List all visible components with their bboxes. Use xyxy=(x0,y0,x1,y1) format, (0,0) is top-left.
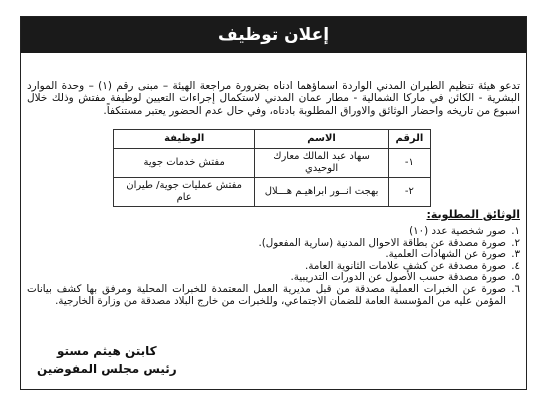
employees-table xyxy=(113,129,431,207)
item-number: ٣. xyxy=(511,248,520,261)
ad-header xyxy=(21,17,526,53)
item-text: صورة عن الخبرات العملية مصدقة من قبل مديرية العمل المعتمدة للخبرات المحلية ومرفق بها كشف بيانات المؤمن عليه من المؤسسة العامة للضمان الاجتماعي، وللخبرات من خارج البلاد مصدقة من وزارة الخارجية. xyxy=(27,282,506,307)
intro-paragraph: تدعو هيئة تنظيم الطيران المدني الواردة اسماؤهما ادناه بضرورة مراجعة الهيئة – مبنى رقم (١) – وحدة الموارد البشرية - الكائن في ماركا الشمالية - مطار عمان المدني لاستكمال إجراءات التعيين لوظيفة مفتش وذلك خلال اسبوع من تاريخه واحضار الوثائق والاوراق المطلوبة بادناه، وفي حال عدم الحضور يعتبر مستنكفاً. xyxy=(27,79,520,117)
row-job: مفتش خدمات جوية xyxy=(114,149,255,178)
table-row xyxy=(114,149,431,178)
item-text: صورة مصدقة حسب الأصول عن الدورات التدريبية. xyxy=(290,271,506,284)
item-number: ٤. xyxy=(511,259,520,272)
item-text: صور شخصية عدد (١٠) xyxy=(409,225,506,237)
header-job: الوظيفة xyxy=(114,130,255,149)
ad-title: إعلان توظيف xyxy=(218,25,330,45)
item-number: ٥. xyxy=(511,271,520,284)
signatory-title: رئيس مجلس المفوضين xyxy=(37,362,177,376)
signatory-name: كابتن هيثم مستو xyxy=(57,344,157,358)
row-job: مفتش عمليات جوية/ طيران عام xyxy=(114,178,255,207)
job-advertisement xyxy=(20,16,527,390)
item-number: ٦. xyxy=(511,282,520,295)
header-name: الاسم xyxy=(255,130,388,149)
row-number: ٢- xyxy=(388,178,430,207)
documents-title: الوثائق المطلوبة: xyxy=(426,208,520,221)
table-row xyxy=(114,178,431,207)
header-number: الرقم xyxy=(388,130,430,149)
item-number: ٢. xyxy=(511,236,520,249)
row-name: بهجت انــور ابراهيـم هـــلال xyxy=(255,178,388,207)
item-text: صورة عن الشهادات العلمية. xyxy=(385,248,506,261)
list-item xyxy=(27,282,520,307)
row-name: سهاد عبد المالك معارك الوحيدي xyxy=(255,149,388,178)
item-text: صورة مصدقة عن كشف علامات الثانوية العامة. xyxy=(305,259,506,272)
table-header-row xyxy=(114,130,431,149)
item-text: صورة مصدقة عن بطاقة الاحوال المدنية (سارية المفعول). xyxy=(258,236,506,249)
row-number: ١- xyxy=(388,149,430,178)
item-number: ١. xyxy=(511,225,520,237)
documents-list xyxy=(27,226,520,307)
